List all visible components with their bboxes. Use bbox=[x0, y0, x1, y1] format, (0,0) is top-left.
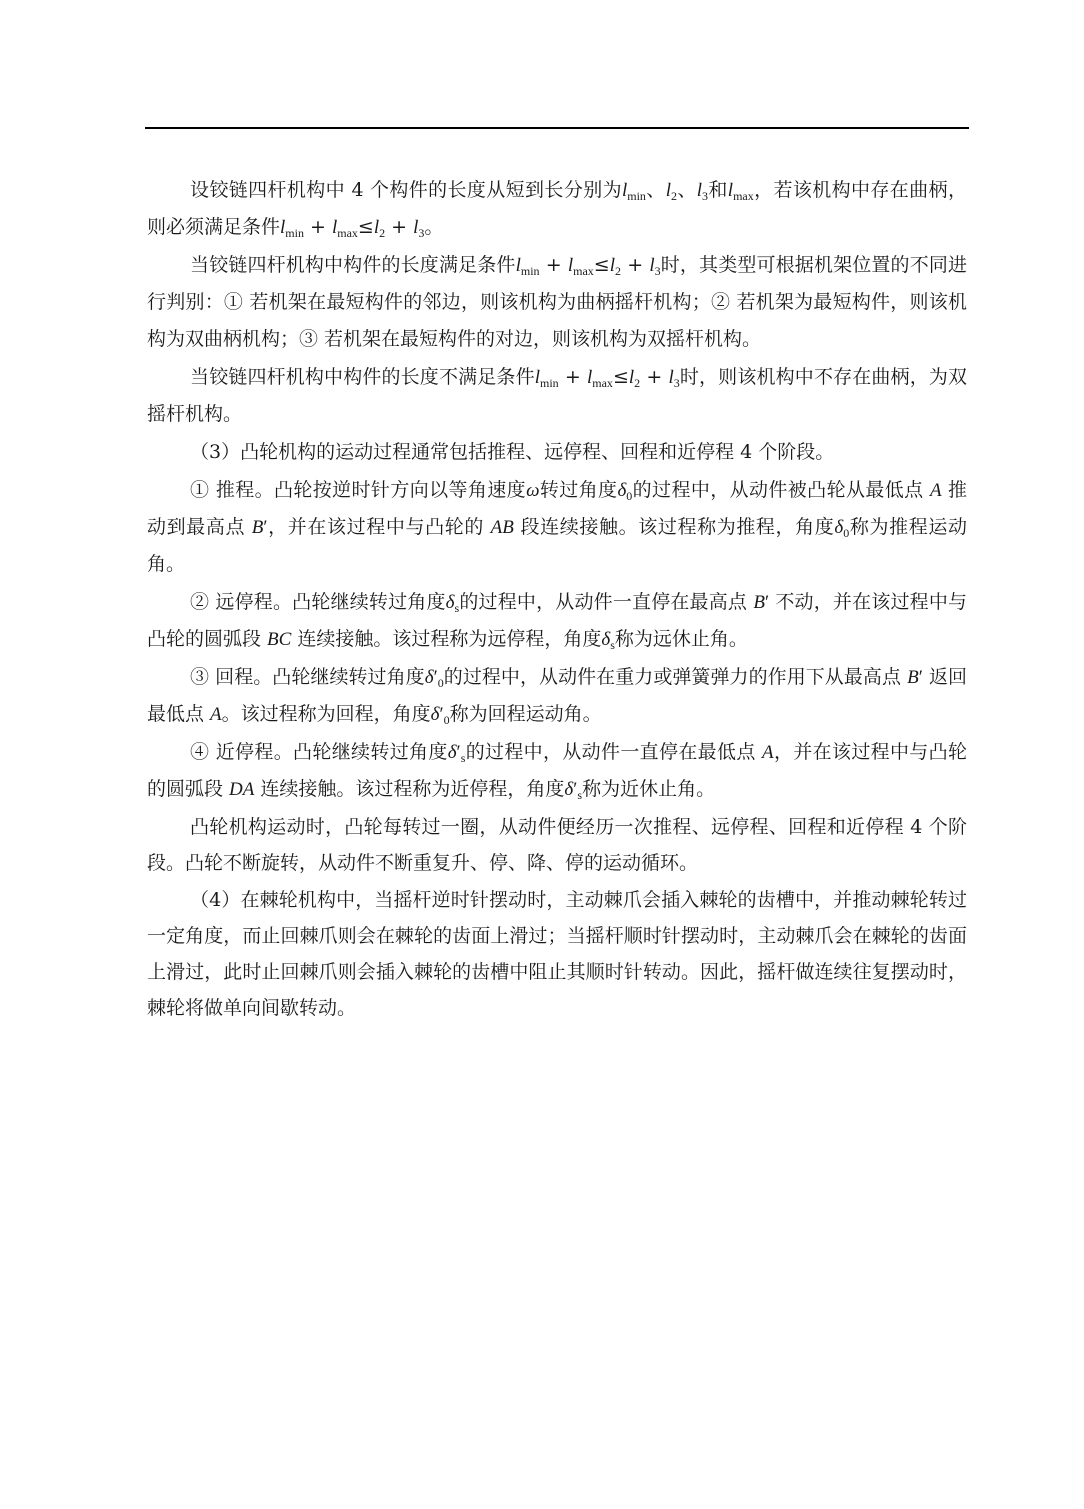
text-run: 、 bbox=[676, 179, 697, 201]
text-run: ③ 回程。凸轮继续转过角度 bbox=[190, 666, 425, 688]
math-symbol: B′ bbox=[907, 667, 923, 688]
math-symbol: $\delta_0$ bbox=[617, 480, 633, 503]
math-symbol: $l_{min}$ bbox=[621, 180, 646, 203]
text-run: （3）凸轮机构的运动过程通常包括推程、远停程、回程和近停程 4 个阶段。 bbox=[190, 441, 835, 463]
math-symbol: $\delta_0$ bbox=[834, 517, 850, 540]
text-run: 和 bbox=[708, 179, 728, 201]
text-run: + bbox=[558, 366, 587, 388]
math-symbol: BC bbox=[267, 629, 292, 650]
text-run: 的过程中，从动件在重力或弹簧弹力的作用下从最高点 bbox=[443, 666, 908, 688]
text-run: ① 推程。凸轮按逆时针方向以等角速度 bbox=[190, 479, 527, 501]
math-symbol: ω bbox=[526, 480, 540, 501]
text-run: 时，其类型可根据机架位置的不同进行判别：① 若机架在最短构件的邻边，则该机构为曲柄摇杆机构；② 若机架为最短构件，则该机构为双曲柄机构；③ 若机架在最短构件的对边，则该机构为双摇杆机构。 bbox=[147, 254, 968, 350]
text-run: ② 远停程。凸轮继续转过角度 bbox=[190, 591, 446, 613]
text-run: 段连续接触。该过程称为推程，角度 bbox=[513, 516, 835, 538]
text-run: 称为回程运动角。 bbox=[449, 703, 602, 725]
math-symbol: $l_{min}$ bbox=[534, 367, 559, 390]
math-symbol: $l_{max}$ bbox=[331, 217, 358, 240]
text-run: 时，则该机构中不存在曲柄，为双摇杆机构。 bbox=[147, 366, 967, 425]
math-symbol: $l_3$ bbox=[649, 255, 661, 278]
math-symbol: $l_{min}$ bbox=[280, 217, 304, 240]
text-run: + bbox=[385, 216, 414, 238]
text-run: 不动，并在该过程中与凸轮的圆弧段 bbox=[147, 591, 967, 650]
paragraph-ratchet bbox=[147, 882, 967, 1026]
text-run: 返回最低点 bbox=[147, 666, 968, 725]
text-run: ④ 近停程。凸轮继续转过角度 bbox=[190, 741, 448, 763]
math-symbol: $\delta'_s$ bbox=[564, 779, 583, 802]
math-symbol: $l_{max}$ bbox=[567, 255, 594, 278]
paragraph-linkage-types bbox=[147, 247, 967, 358]
text-run: 的过程中，从动件一直停在最高点 bbox=[459, 591, 754, 613]
text-run: 。该过程称为回程，角度 bbox=[221, 703, 431, 725]
header-rule bbox=[145, 127, 969, 129]
paragraph-near-dwell bbox=[147, 734, 967, 808]
math-symbol: $\delta'_0$ bbox=[430, 704, 450, 727]
paragraph-double-rocker bbox=[147, 359, 967, 433]
math-symbol: $l_3$ bbox=[413, 217, 425, 240]
math-symbol: $l_3$ bbox=[668, 367, 680, 390]
math-symbol: B′ bbox=[251, 517, 268, 538]
math-symbol: DA bbox=[229, 779, 255, 800]
math-symbol: $l_3$ bbox=[696, 180, 709, 203]
math-symbol: $l_2$ bbox=[628, 367, 641, 390]
text-run: ≤ bbox=[593, 254, 610, 276]
math-symbol: $l_2$ bbox=[665, 180, 677, 203]
math-symbol: $\delta'_s$ bbox=[447, 742, 466, 765]
text-run: 当铰链四杆机构中构件的长度不满足条件 bbox=[190, 366, 535, 388]
text-run: 的过程中，从动件一直停在最低点 bbox=[465, 741, 763, 763]
math-symbol: A bbox=[929, 480, 942, 501]
math-symbol: AB bbox=[490, 517, 514, 538]
text-run: 称为推程运动角。 bbox=[147, 516, 967, 575]
text-run: 称为近休止角。 bbox=[582, 778, 716, 800]
math-symbol: B′ bbox=[753, 592, 770, 613]
paragraph-cam-cycle bbox=[147, 809, 967, 881]
math-symbol: $\delta_s$ bbox=[445, 592, 460, 615]
text-run: 、 bbox=[645, 179, 666, 201]
text-run: + bbox=[303, 216, 332, 238]
paragraph-linkage-condition bbox=[147, 172, 967, 246]
math-symbol: $l_{max}$ bbox=[727, 180, 754, 203]
paragraph-far-dwell bbox=[147, 584, 967, 658]
text-run: 。 bbox=[424, 216, 444, 238]
text-run: 称为远休止角。 bbox=[614, 628, 748, 650]
body-text bbox=[147, 172, 967, 1027]
math-symbol: $\delta_s$ bbox=[601, 629, 615, 652]
paragraph-return bbox=[147, 659, 967, 733]
text-run: 的过程中，从动件被凸轮从最低点 bbox=[632, 479, 930, 501]
text-run: + bbox=[539, 254, 568, 276]
text-run: ，并在该过程中与凸轮的圆弧段 bbox=[147, 741, 967, 800]
paragraph-rise bbox=[147, 472, 967, 583]
text-run: + bbox=[621, 254, 650, 276]
text-run: （4）在棘轮机构中，当摇杆逆时针摆动时，主动棘爪会插入棘轮的齿槽中，并推动棘轮转过一定角度，而止回棘爪则会在棘轮的齿面上滑过；当摇杆顺时针摆动时，主动棘爪会在棘轮的齿面上滑过，此时止回棘爪则会插入棘轮的齿槽中阻止其顺时针转动。因此，摇杆做连续往复摆动时，棘轮将做单向间歇转动。 bbox=[147, 889, 967, 1019]
text-run: 转过角度 bbox=[539, 479, 618, 501]
text-run: ，并在该过程中与凸轮的 bbox=[267, 516, 491, 538]
text-run: 设铰链四杆机构中 4 个构件的长度从短到长分别为 bbox=[190, 179, 622, 201]
math-symbol: $l_{max}$ bbox=[586, 367, 613, 390]
math-symbol: $l_2$ bbox=[373, 217, 386, 240]
paragraph-cam-stages bbox=[147, 434, 967, 471]
text-run: 推动到最高点 bbox=[147, 479, 967, 538]
text-run: ，若该机构中存在曲柄，则必须满足条件 bbox=[147, 179, 967, 238]
text-run: 凸轮机构运动时，凸轮每转过一圈，从动件便经历一次推程、远停程、回程和近停程 4 个阶段。凸轮不断旋转，从动件不断重复升、停、降、停的运动循环。 bbox=[147, 816, 967, 874]
math-symbol: $l_2$ bbox=[609, 255, 621, 278]
text-run: 连续接触。该过程称为近停程，角度 bbox=[254, 778, 565, 800]
text-run: + bbox=[640, 366, 669, 388]
text-run: 当铰链四杆机构中构件的长度满足条件 bbox=[190, 254, 516, 276]
text-run: ≤ bbox=[357, 216, 374, 238]
math-symbol: $\delta'_0$ bbox=[424, 667, 444, 690]
math-symbol: A bbox=[210, 704, 222, 725]
math-symbol: $l_{min}$ bbox=[515, 255, 540, 278]
math-symbol: A bbox=[762, 742, 774, 763]
text-run: 连续接触。该过程称为远停程，角度 bbox=[291, 628, 602, 650]
text-run: ≤ bbox=[612, 366, 629, 388]
